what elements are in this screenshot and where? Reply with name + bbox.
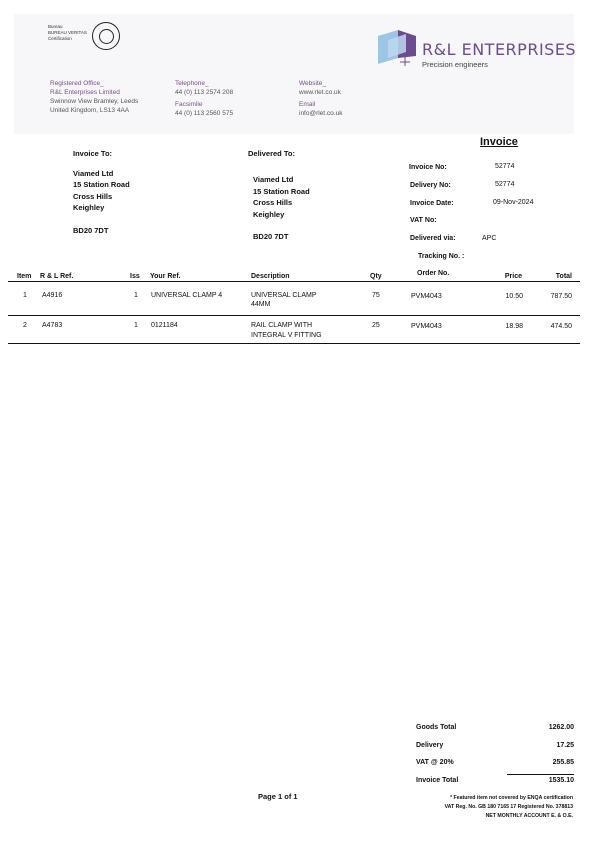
cell-description-line1: RAIL CLAMP WITH — [251, 322, 313, 329]
goods-total-label: Goods Total — [416, 724, 457, 731]
col-order-no: Order No. — [417, 270, 450, 277]
certification-logo — [48, 24, 92, 42]
cell-description-line2: 44MM — [251, 301, 271, 308]
line-items-table — [8, 268, 580, 344]
brand-name: R&L ENTERPRISES — [422, 40, 577, 59]
facsimile-block — [175, 100, 233, 118]
cell-price: 10.50 — [505, 293, 523, 300]
footer-note: * Featured item not covered by ENQA certification — [450, 795, 573, 801]
invoice-to-heading: Invoice To: — [73, 149, 113, 158]
col-description: Description — [251, 273, 290, 280]
cell-item: 2 — [23, 322, 27, 329]
col-qty: Qty — [370, 273, 382, 280]
delivered-via-label: Delivered via: — [410, 235, 456, 242]
certification-seal-icon — [92, 22, 120, 50]
delivered-to-postcode: BD20 7DT — [253, 232, 289, 241]
col-total: Total — [555, 273, 572, 280]
invoice-date-value: 09-Nov-2024 — [493, 199, 534, 206]
cell-your-ref: 0121184 — [151, 322, 178, 329]
cell-iss: 1 — [134, 322, 138, 329]
cell-total: 787.50 — [550, 293, 572, 300]
invoice-total-value: 1535.10 — [548, 776, 574, 784]
invoice-to-line: Keighley — [73, 203, 105, 212]
table-row — [8, 316, 580, 344]
invoice-to-line: 15 Station Road — [73, 180, 130, 189]
cert-line: Bureau — [48, 24, 63, 29]
table-header-row — [8, 268, 580, 282]
registered-office-line: R&L Enterprises Limited — [50, 89, 120, 96]
invoice-total-label: Invoice Total — [416, 776, 459, 784]
cell-rl-ref: A4783 — [42, 322, 63, 329]
cell-item: 1 — [23, 292, 27, 299]
brand-mark-icon — [376, 26, 420, 66]
delivery-value: 17.25 — [556, 741, 574, 749]
invoice-to-postcode: BD20 7DT — [73, 225, 109, 235]
delivered-to-line: 15 Station Road — [253, 186, 310, 196]
delivery-no-value: 52774 — [495, 181, 515, 188]
vat-label: VAT @ 20% — [416, 759, 454, 766]
cell-order-no: PVM4043 — [411, 323, 442, 330]
facsimile-value: 44 (0) 113 2560 575 — [175, 110, 234, 117]
document-title: Invoice — [480, 136, 518, 148]
page-number: Page 1 of 1 — [258, 792, 298, 801]
telephone-block — [175, 79, 233, 97]
website-value[interactable]: www.rlet.co.uk — [299, 89, 341, 96]
delivered-to-line: Cross Hills — [253, 198, 293, 207]
cell-total: 474.50 — [550, 323, 572, 330]
registered-office-line: Swinnow View Bramley, Leeds — [50, 98, 139, 105]
col-your-ref: Your Ref. — [150, 273, 181, 280]
invoice-to-line: Viamed Ltd — [73, 168, 114, 178]
tracking-no-label: Tracking No. : — [418, 253, 465, 260]
cell-iss: 1 — [134, 292, 138, 299]
registered-office-label: Registered Office_ — [50, 80, 104, 87]
cell-your-ref: UNIVERSAL CLAMP 4 — [151, 292, 223, 299]
cert-line: Certification — [48, 36, 72, 41]
footer-vat-reg: VAT Reg. No. GB 180 7165 17 Registered No. 378813 — [444, 804, 573, 810]
delivered-via-value: APC — [482, 235, 497, 242]
email-label: Email — [299, 101, 316, 108]
vat-no-label: VAT No: — [410, 217, 437, 224]
delivery-no-label: Delivery No: — [410, 182, 451, 189]
telephone-value: 44 (0) 113 2574 208 — [175, 89, 234, 96]
invoice-to-line: Cross Hills — [73, 191, 113, 201]
cert-line: BUREAU VERITAS — [48, 30, 87, 35]
cell-description-line1: UNIVERSAL CLAMP — [251, 292, 317, 299]
brand-tagline: Precision engineers — [422, 60, 488, 69]
totals-row — [416, 742, 574, 760]
email-value[interactable]: info@rlet.co.uk — [299, 110, 343, 117]
totals-row — [416, 724, 574, 742]
delivered-to-block — [253, 174, 310, 243]
vat-value: 255.85 — [552, 759, 574, 766]
delivery-label: Delivery — [416, 741, 444, 749]
delivered-to-heading: Delivered To: — [248, 149, 295, 158]
registered-office — [50, 79, 138, 115]
cell-qty: 25 — [372, 322, 380, 329]
website-block — [299, 79, 341, 97]
delivered-to-line: Viamed Ltd — [253, 175, 294, 184]
registered-office-line: United Kingdom, LS13 4AA — [50, 107, 130, 114]
delivered-to-line: Keighley — [253, 209, 285, 219]
cell-description-line2: INTEGRAL V FITTING — [251, 332, 322, 339]
goods-total-value: 1262.00 — [548, 724, 574, 731]
invoice-no-value: 52774 — [495, 163, 515, 170]
delivered-to-heading-block — [248, 148, 295, 160]
website-label: Website_ — [299, 80, 326, 87]
invoice-date-label: Invoice Date: — [410, 200, 454, 207]
invoice-no-label: Invoice No: — [409, 164, 447, 171]
cell-rl-ref: A4916 — [42, 292, 63, 299]
cell-qty: 75 — [372, 292, 380, 299]
table-row — [8, 282, 580, 316]
col-price: Price — [504, 273, 522, 280]
col-iss: Iss — [130, 273, 140, 280]
cell-order-no: PVM4043 — [411, 293, 442, 300]
totals-block — [416, 724, 574, 794]
col-rl-ref: R & L Ref. — [40, 273, 74, 280]
email-block — [299, 100, 342, 118]
totals-row — [416, 777, 574, 795]
cell-price: 18.98 — [505, 323, 523, 330]
total-divider — [507, 774, 574, 775]
invoice-to-block — [73, 148, 130, 236]
facsimile-label: Facsimile — [175, 101, 203, 108]
col-item: Item — [17, 273, 32, 280]
telephone-label: Telephone_ — [175, 80, 209, 87]
footer-terms: NET MONTHLY ACCOUNT E. & O.E. — [485, 813, 573, 819]
